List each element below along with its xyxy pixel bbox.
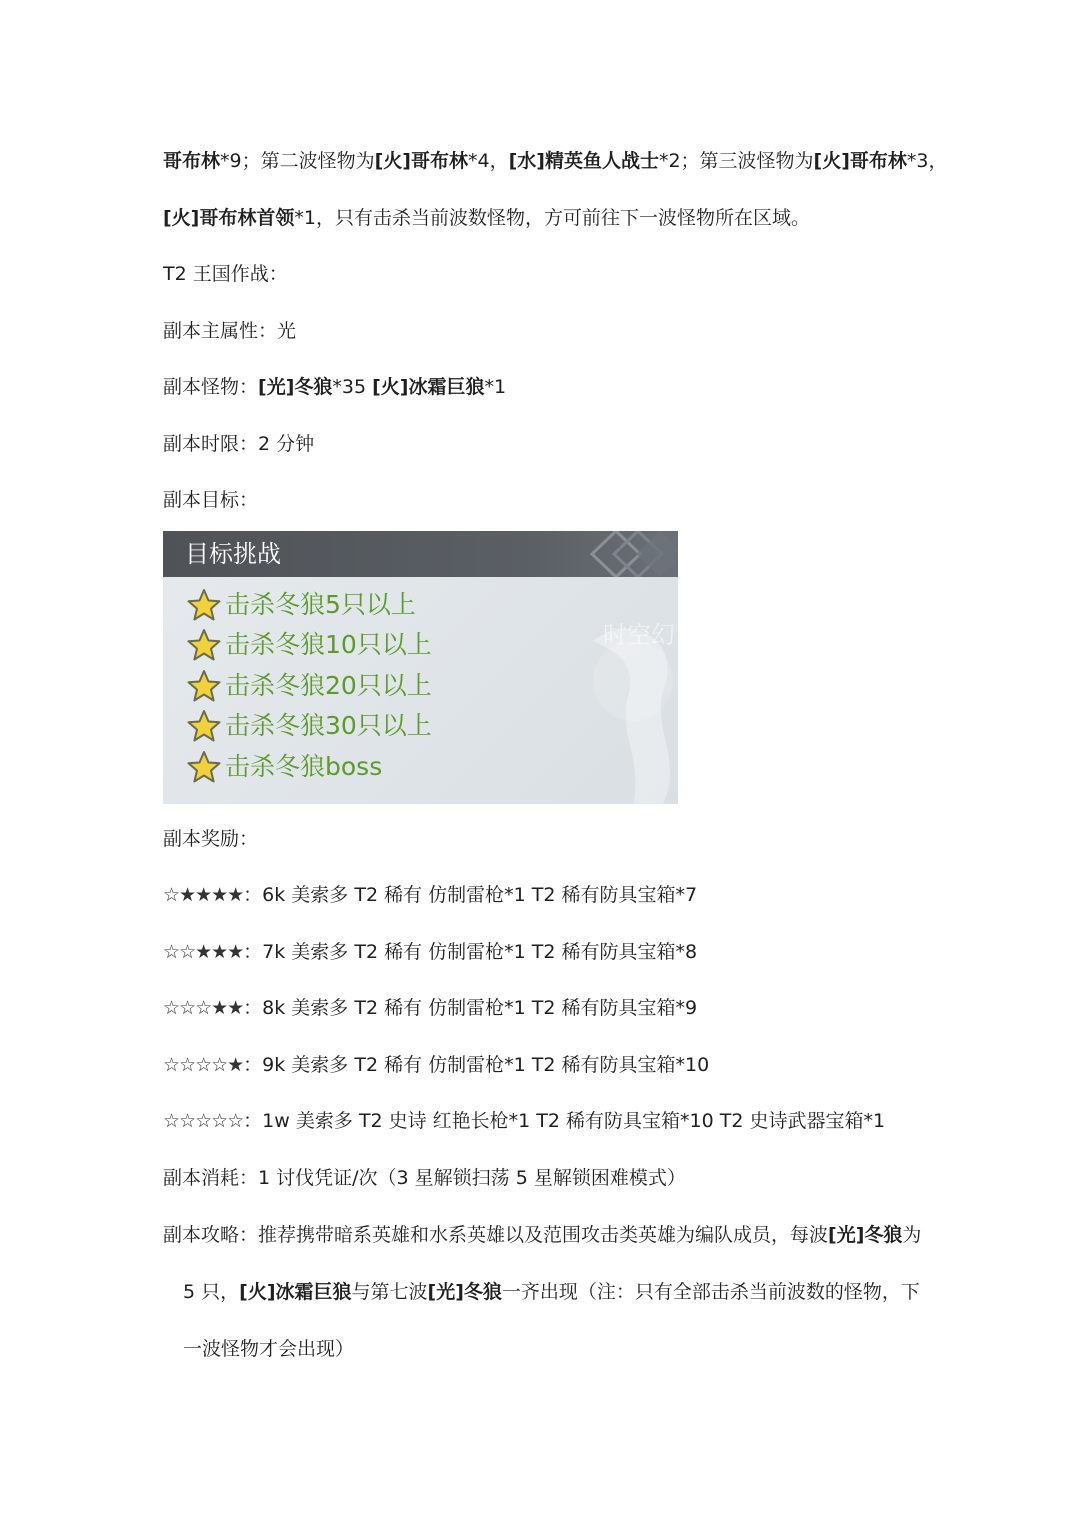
text: *3，: [906, 150, 948, 172]
goal-item: [187, 587, 416, 623]
strategy-line-2: [183, 1277, 920, 1307]
star-icon: [187, 709, 221, 743]
goal-item: [187, 627, 432, 663]
section-title: T2 王国作战：: [163, 263, 288, 285]
star-rating: ☆☆☆★★: [163, 997, 244, 1019]
star-icon: [187, 628, 221, 662]
text: *2；第三波怪物为: [658, 150, 814, 172]
text: 5 只，: [183, 1281, 240, 1303]
intro-line-2: [163, 203, 810, 233]
goal-item: [187, 668, 432, 704]
text: *9；第二波怪物为: [220, 150, 375, 172]
reward-text: ：8k 美索多 T2 稀有 仿制雷枪*1 T2 稀有防具宝箱*9: [243, 997, 698, 1019]
monster-name: [火]哥布林首领: [163, 207, 295, 229]
star-icon: [187, 669, 221, 703]
monster-name: [火]冰霜巨狼: [239, 1281, 352, 1303]
reward-row: [163, 880, 697, 910]
reward-text: ：6k 美索多 T2 稀有 仿制雷枪*1 T2 稀有防具宝箱*7: [243, 884, 698, 906]
reward-text: ：1w 美索多 T2 史诗 红艳长枪*1 T2 稀有防具宝箱*10 T2 史诗武器宝箱*1: [243, 1110, 886, 1132]
goal-text: 击杀冬狼5只以上: [225, 590, 416, 619]
reward-row: [163, 1106, 885, 1136]
monster-name: [光]冬狼: [828, 1224, 903, 1246]
monster-name: [水]精英鱼人战士: [508, 150, 659, 172]
goal-item: [187, 749, 382, 785]
text: 为: [902, 1224, 922, 1246]
monster-name: [光]冬狼: [427, 1281, 502, 1303]
goal-item: [187, 708, 432, 744]
monster-name: [光]冬狼: [258, 376, 333, 398]
time-limit-line: 副本时限：2 分钟: [163, 433, 315, 455]
reward-row: [163, 1050, 709, 1080]
text: *1，只有击杀当前波数怪物，方可前往下一波怪物所在区域。: [294, 207, 810, 229]
monster-name: [火]冰霜巨狼: [372, 376, 485, 398]
text: 副本攻略：推荐携带暗系英雄和水系英雄以及范围攻击类英雄为编队成员，每波: [163, 1224, 829, 1246]
goal-text: 击杀冬狼boss: [225, 752, 383, 781]
text: 与第七波: [351, 1281, 428, 1303]
reward-text: ：9k 美索多 T2 稀有 仿制雷枪*1 T2 稀有防具宝箱*10: [243, 1054, 710, 1076]
star-rating: ☆☆☆☆★: [163, 1054, 244, 1076]
monsters-line: [163, 372, 506, 402]
goal-challenge-panel: [163, 531, 678, 804]
attribute-line: 副本主属性：光: [163, 320, 297, 342]
text: 一齐出现（注：只有全部击杀当前波数的怪物，下: [501, 1281, 920, 1303]
cost-line: 副本消耗：1 讨伐凭证/次（3 星解锁扫荡 5 星解锁困难模式）: [163, 1167, 686, 1189]
goal-text: 击杀冬狼10只以上: [225, 630, 432, 659]
reward-text: ：7k 美索多 T2 稀有 仿制雷枪*1 T2 稀有防具宝箱*8: [243, 941, 698, 963]
monster-name: [火]哥布林: [374, 150, 468, 172]
star-icon: [187, 750, 221, 784]
monster-count: *35: [332, 376, 373, 398]
strategy-line-1: [163, 1220, 921, 1250]
watermark: 时空幻: [603, 621, 675, 649]
text: *4，: [467, 150, 509, 172]
strategy-line-3: 一波怪物才会出现）: [183, 1338, 355, 1360]
panel-title: 目标挑战: [185, 540, 281, 568]
monster-name: 哥布林: [163, 150, 221, 172]
star-rating: ☆★★★★: [163, 884, 244, 906]
monster-name: [火]哥布林: [813, 150, 907, 172]
reward-row: [163, 937, 697, 967]
star-rating: ☆☆☆☆☆: [163, 1110, 244, 1132]
reward-row: [163, 993, 697, 1023]
goal-text: 击杀冬狼20只以上: [225, 671, 432, 700]
reward-label: 副本奖励：: [163, 828, 259, 850]
intro-line-1: [163, 146, 948, 176]
panel-header: [163, 531, 678, 577]
goal-text: 击杀冬狼30只以上: [225, 711, 432, 740]
star-icon: [187, 588, 221, 622]
monster-count: *1: [484, 376, 507, 398]
monsters-label: 副本怪物：: [163, 376, 259, 398]
goal-label: 副本目标：: [163, 489, 259, 511]
diamond-decoration-icon: [588, 531, 678, 577]
star-rating: ☆☆★★★: [163, 941, 244, 963]
